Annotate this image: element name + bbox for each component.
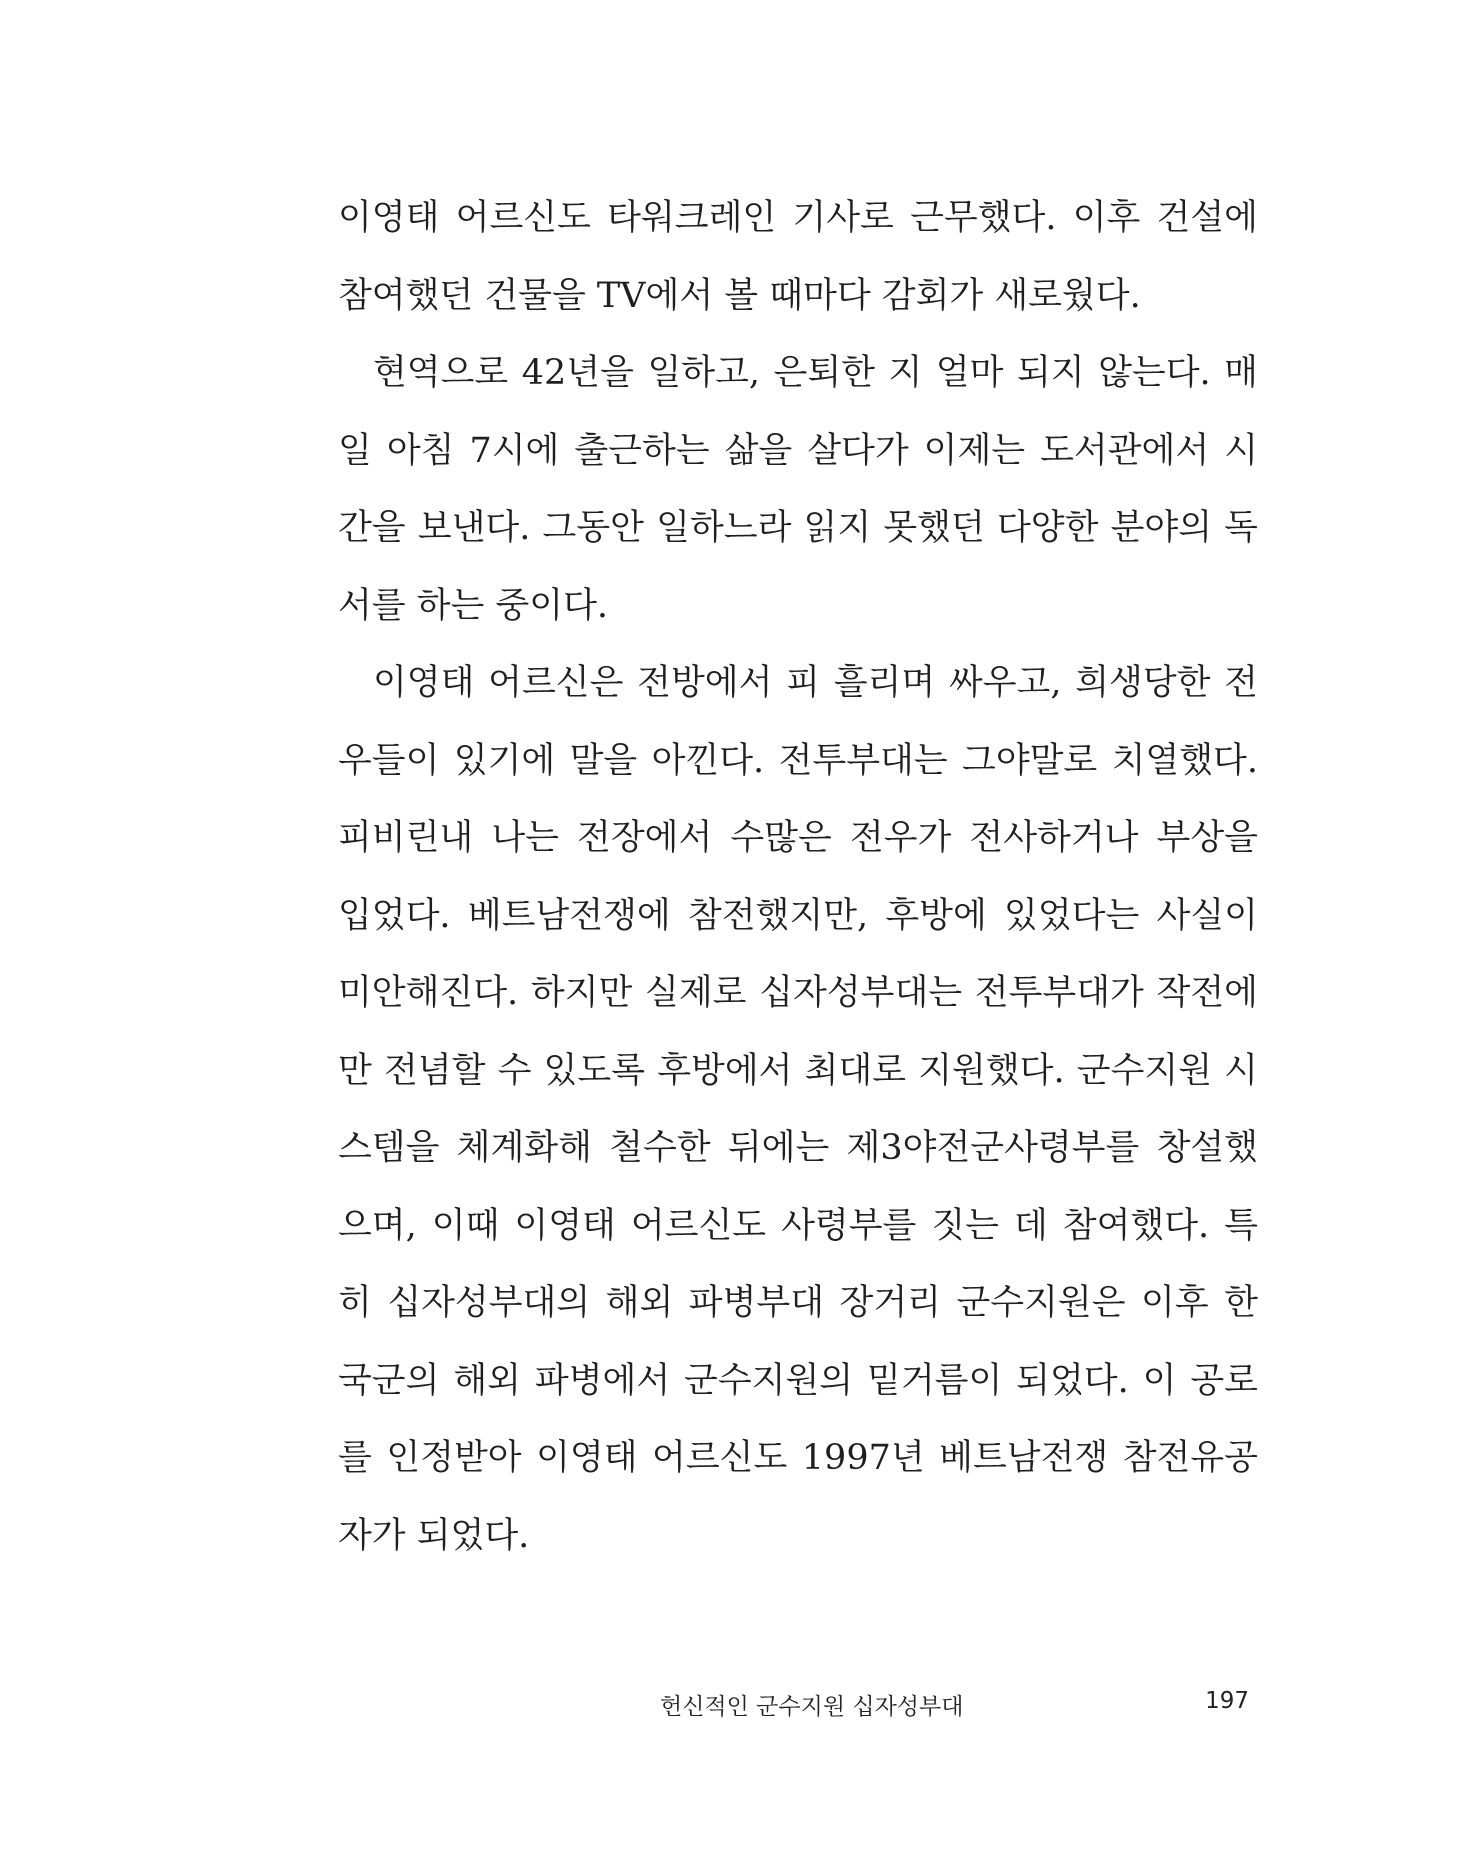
paragraph-3: 이영태 어르신은 전방에서 피 흘리며 싸우고, 희생당한 전우들이 있기에 말을 아낀다. 전투부대는 그야말로 치열했다. 피비린내 나는 전장에서 수많은 전우가 전사하거나 부상을 입었다. 베트남전쟁에 참전했지만, 후방에 있었다는 사실이 미안해진다. 하지만 실제로 십자성부대는 전투부대가 작전에만 전념할 수 있도록 후방에서 최대로 지원했다. 군수지원 시스템을 체계화해 철수한 뒤에는 제3야전군사령부를 창설했으며, 이때 이영태 어르신도 사령부를 짓는 데 참여했다. 특히 십자성부대의 해외 파병부대 장거리 군수지원은 이후 한국군의 해외 파병에서 군수지원의 밑거름이 되었다. 이 공로를 인정받아 이영태 어르신도 1997년 베트남전쟁 참전유공자가 되었다. — [338, 663, 1258, 1556]
running-title: 헌신적인 군수지원 십자성부대 — [660, 1694, 964, 1720]
paragraph-2: 현역으로 42년을 일하고, 은퇴한 지 얼마 되지 않는다. 매일 아침 7시에 출근하는 삶을 살다가 이제는 도서관에서 시간을 보낸다. 그동안 일하느라 읽지 못했던 다양한 분야의 독서를 하는 중이다. — [338, 353, 1258, 626]
paragraph-1: 이영태 어르신도 타워크레인 기사로 근무했다. 이후 건설에 참여했던 건물을 TV에서 볼 때마다 감회가 새로웠다. — [338, 198, 1258, 316]
body-text — [338, 180, 1258, 1575]
page-number: 197 — [1205, 1688, 1249, 1714]
page-footer — [0, 1688, 1457, 1728]
